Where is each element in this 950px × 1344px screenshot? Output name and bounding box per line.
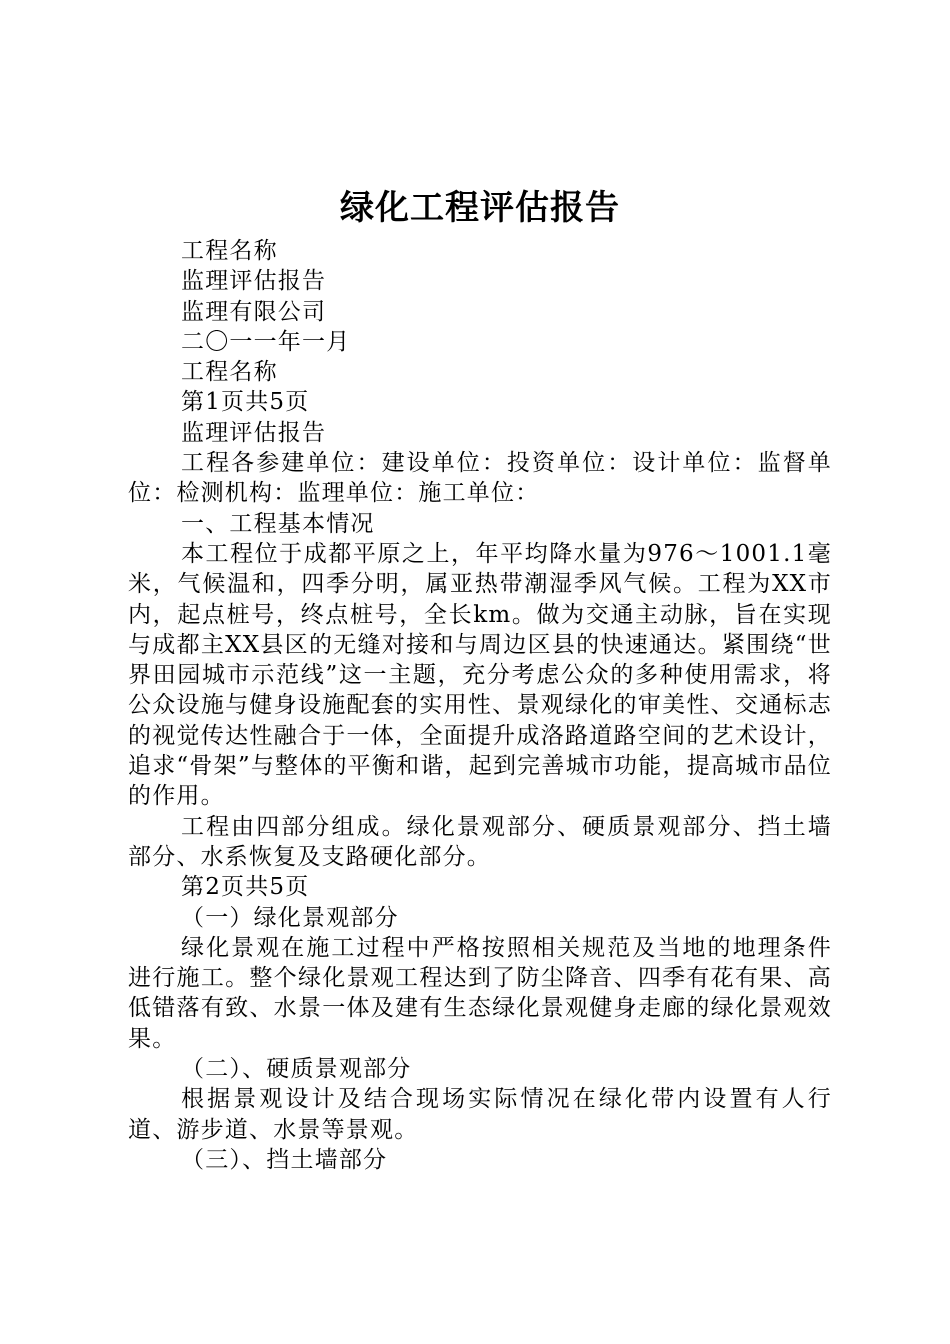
section-heading-basic-info: 一、工程基本情况: [181, 510, 375, 537]
page-marker-2: 第2页共5页: [181, 874, 310, 901]
document-title: 绿化工程评估报告: [340, 188, 620, 228]
paragraph-project-overview: 本工程位于成都平原之上，年平均降水量为976～1001.1毫米，气候温和，四季分明，属亚热带潮湿季风气候。工程为XX市内，起点桩号，终点桩号，全长km。做为交通主动脉，旨在实现与成都主XX县区的无缝对接和与周边区县的快速通达。紧围绕“世界田园城市示范线”这一主题，充分考虑公众的多种使用需求，将公众设施与健身设施配套的实用性、景观绿化的审美性、交通标志的视觉传达性融合于一体，全面提升成洛路道路空间的艺术设计，追求“骨架”与整体的平衡和谐，起到完善城市功能，提高城市品位的作用。: [128, 540, 832, 810]
paragraph-company: 监理有限公司: [181, 298, 327, 325]
paragraph-project-components: 工程由四部分组成。绿化景观部分、硬质景观部分、挡土墙部分、水系恢复及支路硬化部分。: [128, 813, 832, 870]
paragraph-project-name: 工程名称: [181, 238, 278, 264]
section-heading-retaining-wall: （三）、挡土墙部分: [181, 1146, 388, 1173]
section-heading-hardscape: （二）、硬质景观部分: [181, 1056, 412, 1083]
section-heading-greening: （一）绿化景观部分: [181, 904, 399, 931]
paragraph-date: 二〇一一年一月: [181, 328, 351, 355]
document-page: [128, 184, 832, 1175]
paragraph-report-name: 监理评估报告: [181, 268, 327, 295]
paragraph-project-name-2: 工程名称: [181, 359, 278, 386]
paragraph-hardscape: 根据景观设计及结合现场实际情况在绿化带内设置有人行道、游步道、水景等景观。: [128, 1086, 832, 1143]
paragraph-report-name-2: 监理评估报告: [181, 419, 327, 446]
page-marker-1: 第1页共5页: [181, 389, 310, 416]
paragraph-participants: 工程各参建单位：建设单位：投资单位：设计单位：监督单位：检测机构：监理单位：施工单位：: [128, 450, 832, 507]
paragraph-greening: 绿化景观在施工过程中严格按照相关规范及当地的地理条件进行施工。整个绿化景观工程达到了防尘降音、四季有花有果、高低错落有致、水景一体及建有生态绿化景观健身走廊的绿化景观效果。: [128, 934, 832, 1052]
